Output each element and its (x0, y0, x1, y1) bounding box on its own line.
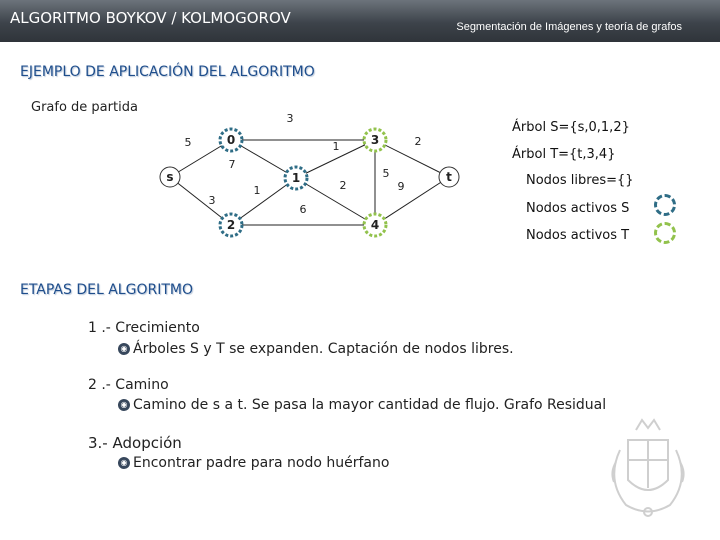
stage-1-desc: Árboles S y T se expanden. Captación de nodos libres. (133, 341, 514, 357)
edge-weight-n2-n1: 1 (253, 184, 261, 197)
node-n1 (285, 167, 307, 189)
node-n4 (364, 214, 386, 236)
node-s (160, 167, 180, 187)
node-n2 (220, 214, 242, 236)
node-label-n3: 3 (370, 133, 380, 147)
stage-2-desc-line (118, 397, 606, 413)
stage-3-desc: Encontrar padre para nodo huérfano (133, 455, 390, 471)
edge-n1-n4 (296, 178, 375, 225)
active-s-circle-icon (654, 194, 676, 216)
stages-heading: ETAPAS DEL ALGORITMO (20, 282, 193, 298)
edge-weight-n3-n4: 5 (382, 167, 390, 180)
example-heading: EJEMPLO DE APLICACIÓN DEL ALGORITMO (20, 64, 315, 80)
edge-weight-n1-n4: 2 (339, 179, 347, 192)
stage-1-desc-line (118, 341, 514, 357)
node-label-n1: 1 (291, 171, 301, 185)
node-n3 (364, 129, 386, 151)
edge-weight-n0-n1: 7 (228, 158, 236, 171)
edge-weight-n2-n4: 6 (299, 203, 307, 216)
active-t-circle-icon (654, 222, 676, 244)
graph-label: Grafo de partida (31, 100, 138, 115)
node-label-n0: 0 (226, 133, 236, 147)
legend-tree-s: Árbol S={s,0,1,2} (512, 120, 630, 135)
edge-weight-s-n0: 5 (184, 136, 192, 149)
legend-active-s: Nodos activos S (526, 201, 630, 216)
node-t (439, 167, 459, 187)
coat-of-arms-icon (598, 410, 698, 522)
stage-3-desc-line (118, 455, 389, 471)
legend-free-nodes: Nodos libres={} (526, 173, 634, 188)
bullet-icon: ◉ (118, 343, 130, 355)
edge-weight-n1-n3: 1 (332, 140, 340, 153)
stage-2-title: 2 .- Camino (88, 377, 169, 393)
presentation-title: ALGORITMO BOYKOV / KOLMOGOROV (10, 9, 291, 27)
legend-tree-t: Árbol T={t,3,4} (512, 147, 616, 162)
node-n0 (220, 129, 242, 151)
node-label-t: t (446, 170, 452, 184)
edge-weight-n0-n3: 3 (286, 112, 294, 125)
node-label-n4: 4 (370, 218, 380, 232)
edge-weight-n4-t: 9 (397, 180, 405, 193)
legend-active-t: Nodos activos T (526, 228, 630, 243)
bullet-icon: ◉ (118, 457, 130, 469)
stage-1-title: 1 .- Crecimiento (88, 320, 200, 336)
edge-n4-t (375, 177, 449, 225)
bullet-icon: ◉ (118, 399, 130, 411)
presentation-subtitle: Segmentación de Imágenes y teoría de grafos (456, 21, 682, 33)
node-label-n2: 2 (226, 218, 236, 232)
edge-weight-n3-t: 2 (414, 135, 422, 148)
stage-3-title: 3.- Adopción (88, 434, 182, 452)
node-label-s: s (166, 170, 174, 184)
stage-2-desc: Camino de s a t. Se pasa la mayor cantidad de flujo. Grafo Residual (133, 397, 607, 413)
edge-weight-s-n2: 3 (208, 194, 216, 207)
